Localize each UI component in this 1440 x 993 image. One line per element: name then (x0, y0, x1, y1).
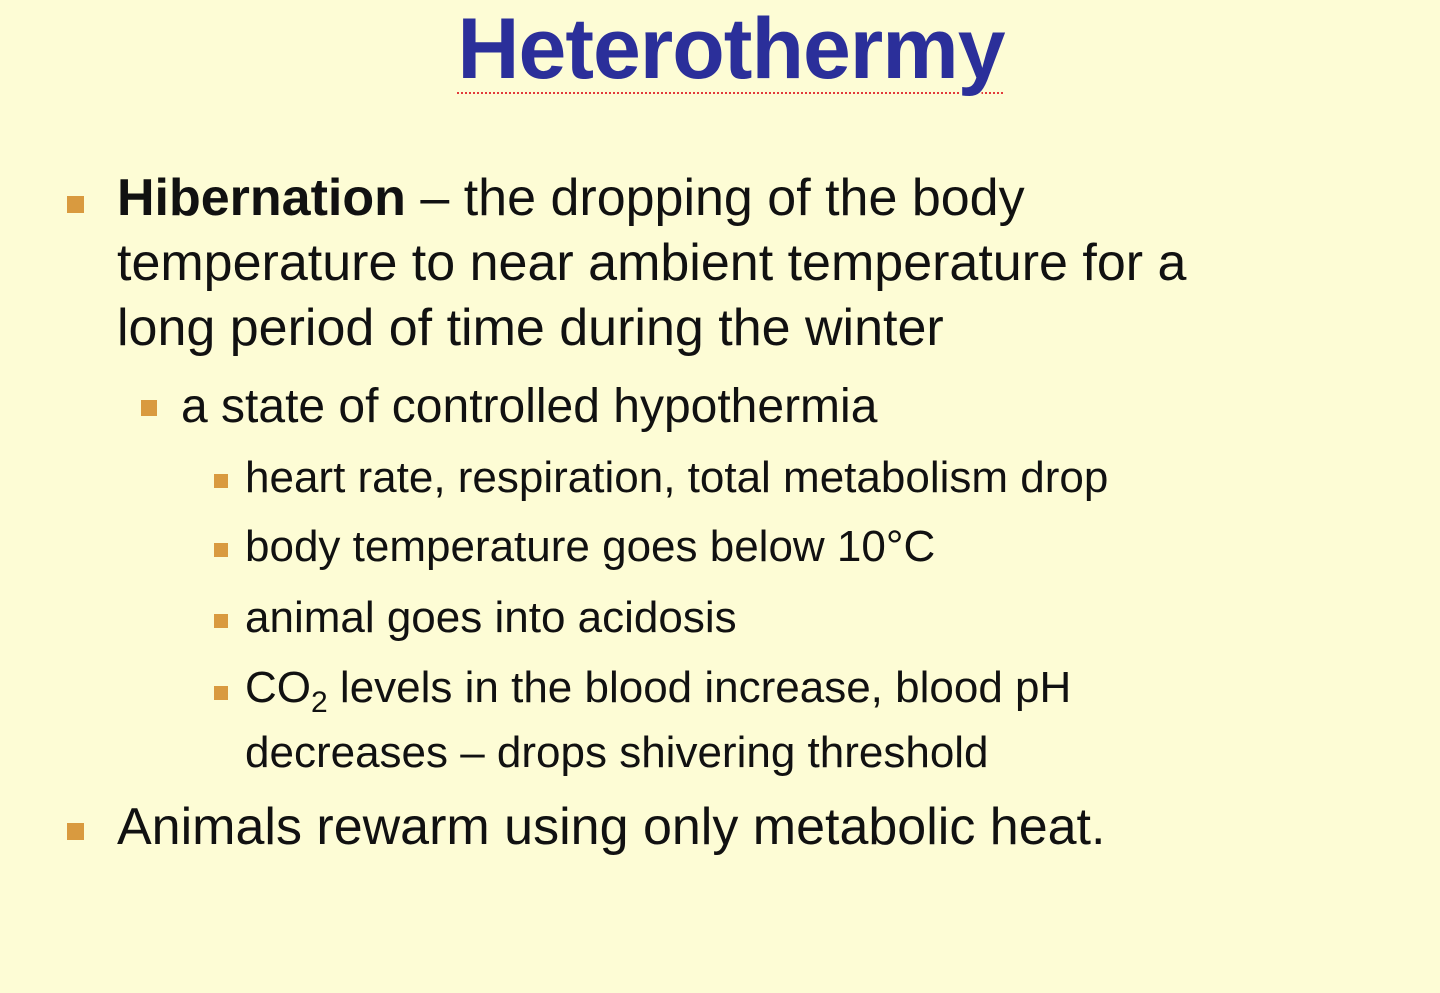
bullet-marker (214, 614, 228, 628)
subsub-bullet-co2-line2: decreases – drops shivering threshold (245, 728, 989, 777)
bullet-marker (214, 474, 228, 488)
co2-subscript: 2 (311, 686, 328, 719)
bullet-marker (214, 686, 228, 700)
bullet-marker (214, 543, 228, 557)
co2-rest: levels in the blood increase, blood pH (327, 663, 1072, 712)
bullet-marker (141, 400, 157, 416)
bullet-hibernation-line1 (117, 166, 1025, 231)
subsub-bullet-body-temperature: body temperature goes below 10°C (245, 522, 936, 571)
sub-bullet-hypothermia: a state of controlled hypothermia (181, 380, 878, 433)
bullet-rewarm: Animals rewarm using only metabolic heat. (117, 798, 1106, 856)
hibernation-definition-start: – the dropping of the body (405, 169, 1025, 227)
bullet-marker (67, 196, 84, 213)
hibernation-term: Hibernation (117, 169, 406, 227)
subsub-bullet-co2-line1 (245, 656, 1071, 720)
subsub-bullet-acidosis: animal goes into acidosis (245, 593, 737, 642)
co2-text: CO (245, 663, 311, 712)
bullet-hibernation-line3: long period of time during the winter (117, 299, 944, 357)
subsub-bullet-heart-rate: heart rate, respiration, total metabolism drop (245, 453, 1109, 502)
bullet-marker (67, 823, 84, 840)
bullet-hibernation-line2: temperature to near ambient temperature for a (117, 234, 1187, 292)
slide-title: Heterothermy (457, 1, 1005, 97)
